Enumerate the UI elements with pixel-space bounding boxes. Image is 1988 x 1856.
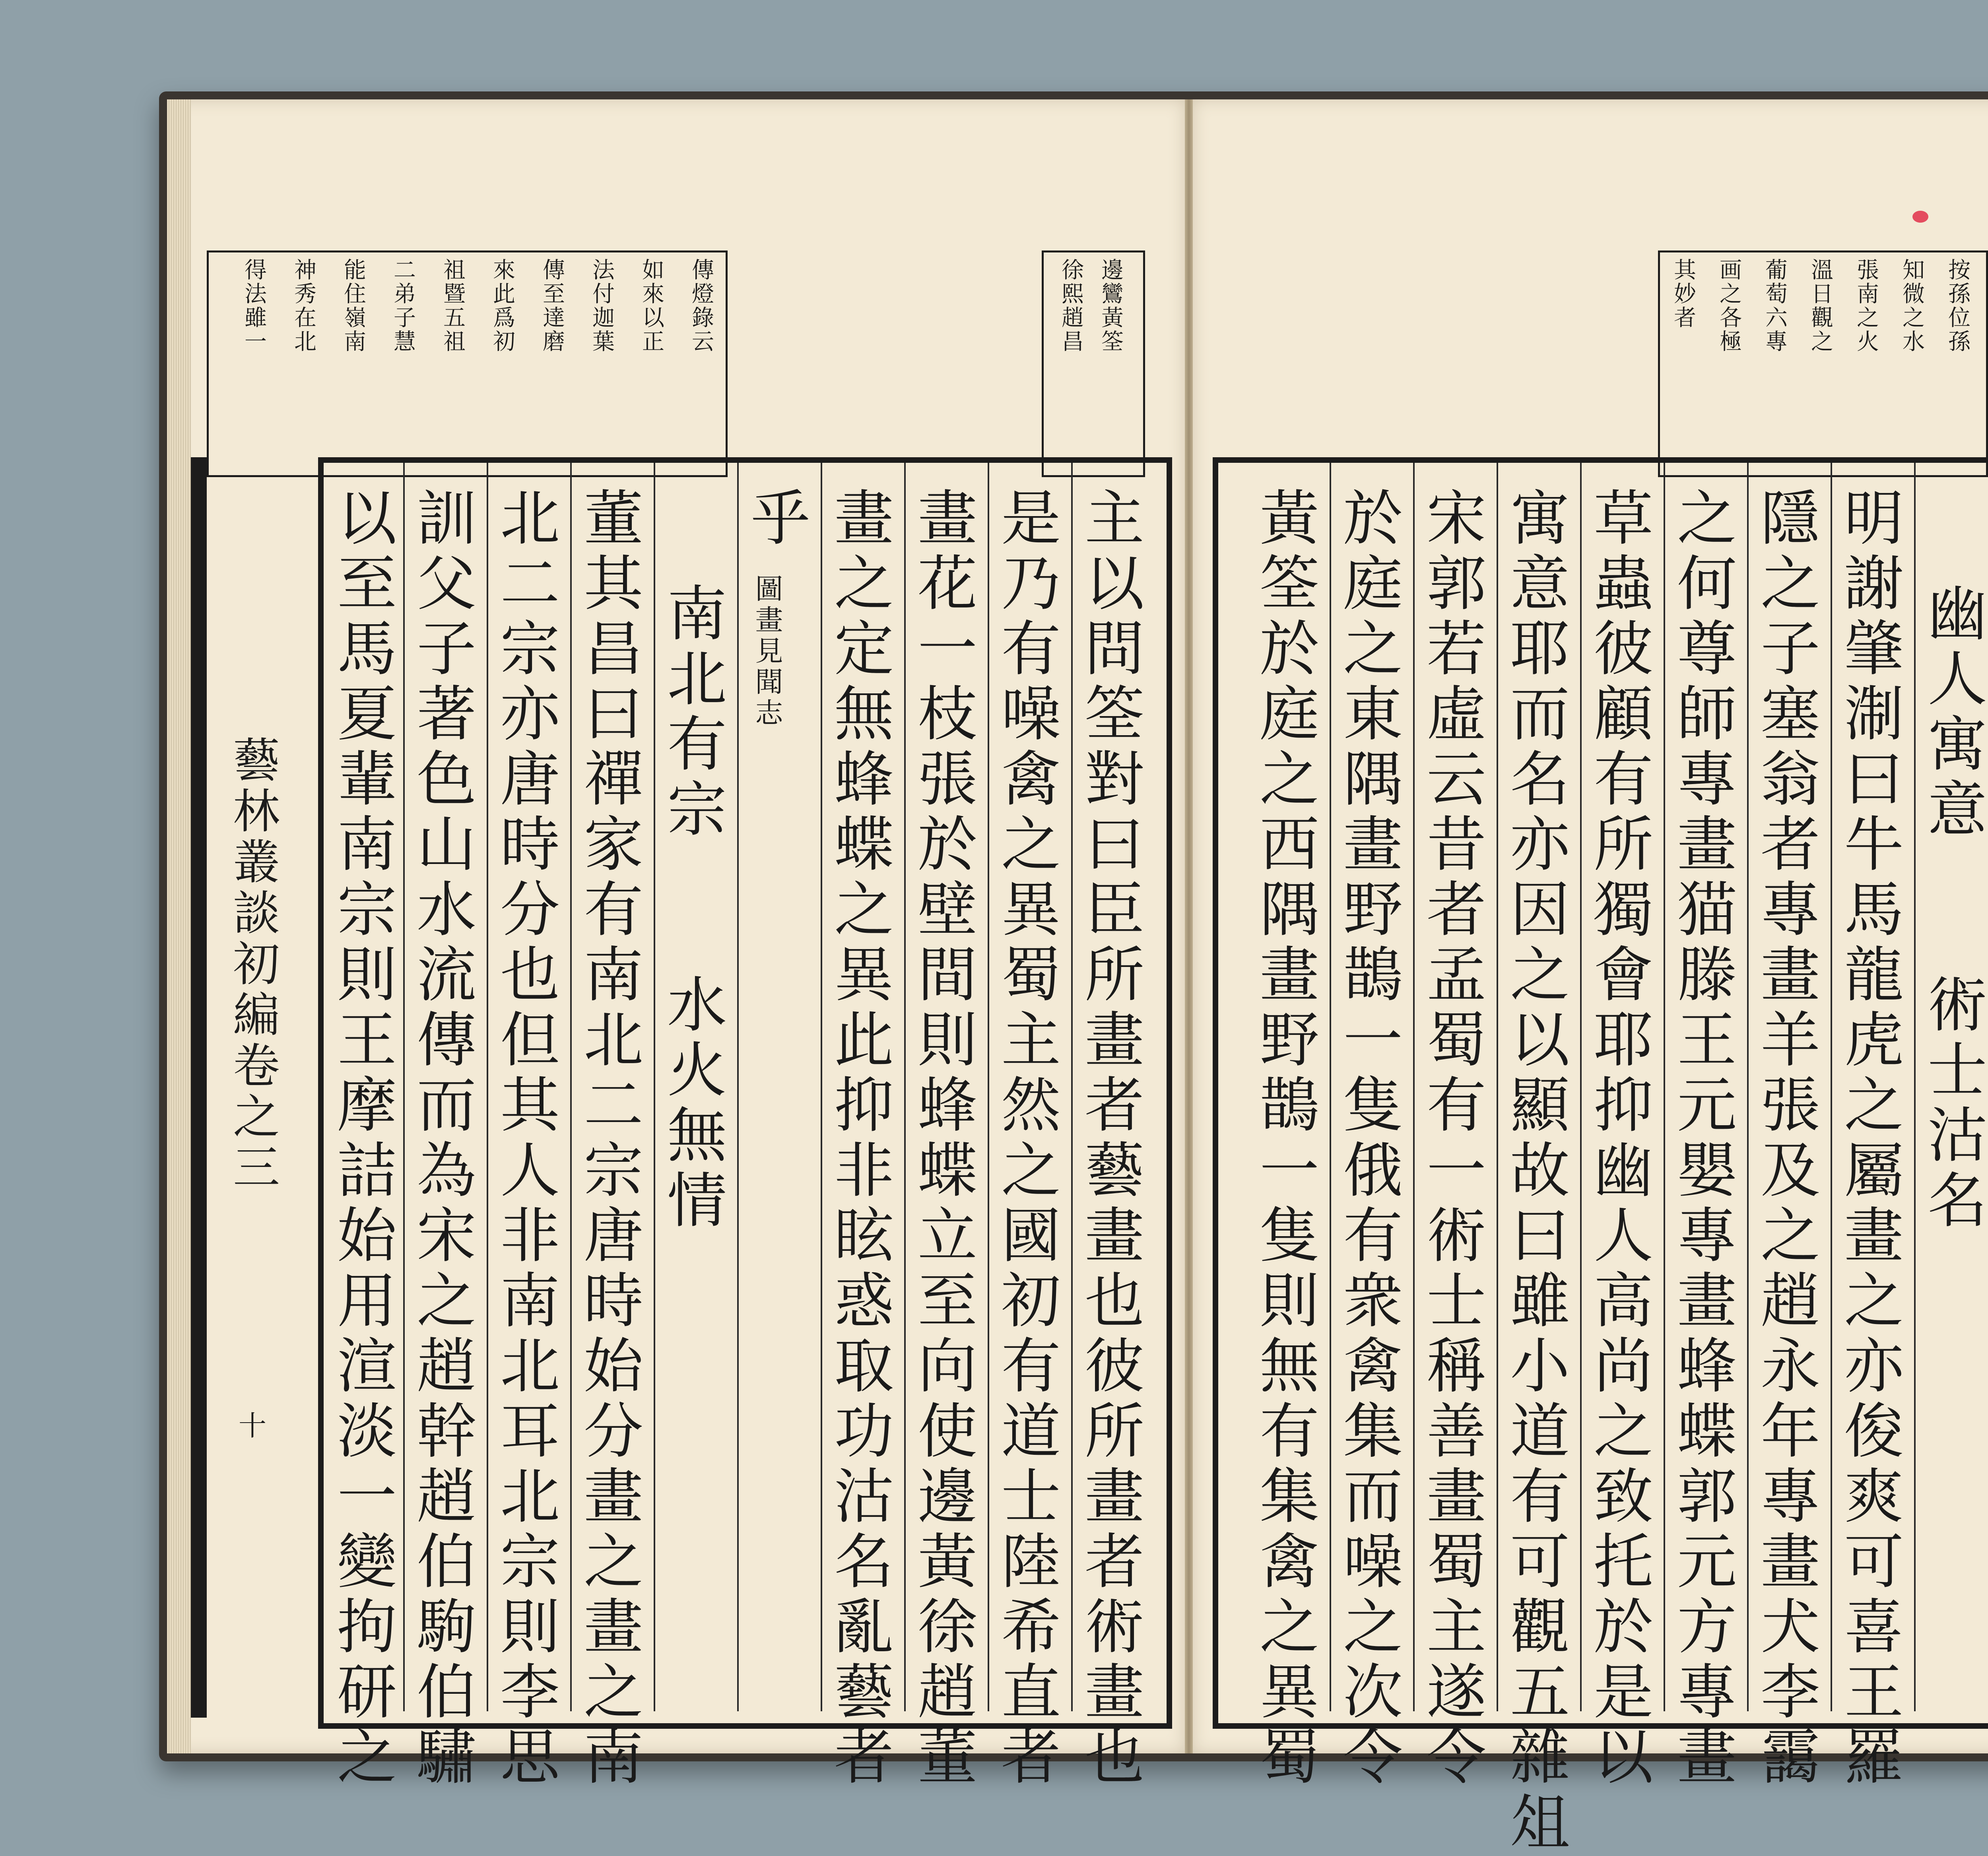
column-rule bbox=[1747, 463, 1749, 1711]
right-page bbox=[1193, 99, 1988, 1856]
left-banner-title: 藝林叢談初編卷之三 bbox=[225, 736, 280, 1194]
red-stain bbox=[1912, 211, 1928, 223]
margin-note-line: 画之各極 bbox=[1716, 258, 1742, 353]
column-rule bbox=[904, 463, 906, 1711]
margin-note-line: 張南之火 bbox=[1853, 258, 1879, 353]
text-column: 主以問筌對曰臣所畫者藝畫也彼所畫者術畫也 bbox=[1074, 487, 1143, 1791]
text-column: 宋郭若虛云昔者孟蜀有一術士稱善畫蜀主遂令 bbox=[1416, 487, 1485, 1791]
page-number: 十 bbox=[239, 1409, 266, 1442]
margin-note-box-3 bbox=[1658, 250, 1988, 477]
left-banner-border bbox=[191, 457, 207, 1718]
margin-note-line: 祖暨五祖 bbox=[440, 258, 466, 353]
text-column: 乎 bbox=[740, 487, 810, 552]
text-column: 寓意耶而名亦因之以顯故曰雖小道有可觀五雜俎 bbox=[1500, 487, 1569, 1856]
text-column: 畫之定無蜂蝶之異此抑非眩惑取功沽名亂藝者 bbox=[824, 487, 893, 1791]
text-column: 以至馬夏輩南宗則王摩詰始用渲淡一變拘研之 bbox=[327, 487, 396, 1791]
left-page-edge bbox=[167, 99, 191, 1753]
section-heading: 幽人寓意 術士沽名 bbox=[1917, 582, 1986, 1234]
margin-note-line: 邊鸞黃筌 bbox=[1098, 258, 1124, 353]
margin-note-line: 傳燈錄云 bbox=[688, 258, 714, 353]
text-column: 董其昌曰禪家有南北二宗唐時始分畫之畫之南 bbox=[573, 487, 643, 1791]
margin-note-line: 能住嶺南 bbox=[340, 258, 366, 353]
margin-note-line: 神秀在北 bbox=[291, 258, 316, 353]
margin-note-box-1 bbox=[207, 250, 728, 477]
column-rule bbox=[1497, 463, 1498, 1711]
text-column: 訓父子著色山水流傳而為宋之趙幹趙伯駒伯驌 bbox=[406, 487, 476, 1791]
column-rule bbox=[403, 463, 405, 1711]
text-column: 是乃有噪禽之異蜀主然之國初有道士陸希直者 bbox=[991, 487, 1060, 1791]
left-page bbox=[167, 99, 1185, 1791]
margin-note-line: 如來以正 bbox=[639, 258, 664, 353]
margin-note-line: 按孫位孫 bbox=[1945, 258, 1971, 353]
margin-note-line: 知微之水 bbox=[1899, 258, 1925, 353]
text-column: 畫花一枝張於壁間則蜂蝶立至向使邊黃徐趙董 bbox=[907, 487, 977, 1791]
margin-note-line: 法付迦葉 bbox=[589, 258, 615, 353]
column-rule bbox=[1664, 463, 1665, 1711]
margin-note-line: 來此爲初 bbox=[489, 258, 515, 353]
column-rule bbox=[1831, 463, 1832, 1711]
margin-note-line: 溫日觀之 bbox=[1807, 258, 1833, 353]
column-rule bbox=[1071, 463, 1073, 1711]
margin-note-line: 二弟子慧 bbox=[390, 258, 416, 353]
margin-note-line: 其妙者 bbox=[1670, 258, 1696, 330]
column-rule bbox=[654, 463, 655, 1711]
margin-note-line: 葡萄六專 bbox=[1762, 258, 1788, 353]
text-column: 於庭之東隅畫野鵲一隻俄有衆禽集而噪之次令 bbox=[1333, 487, 1402, 1791]
column-rule bbox=[570, 463, 572, 1711]
margin-note-line: 得法雖一 bbox=[241, 258, 267, 353]
column-rule bbox=[1580, 463, 1582, 1711]
text-column: 隱之子塞翁者專畫羊張及之趙永年專畫犬李靄 bbox=[1750, 487, 1819, 1791]
text-column: 之何尊師專畫猫滕王元嬰專畫蜂蝶郭元方專畫 bbox=[1667, 487, 1736, 1791]
column-rule bbox=[1914, 463, 1916, 1711]
text-column: 草蟲彼顧有所獨會耶抑幽人高尚之致托於是以 bbox=[1583, 487, 1652, 1791]
text-column: 明謝肇淛曰牛馬龍虎之屬畫之亦俊爽可喜王羅 bbox=[1834, 487, 1903, 1791]
left-text-frame bbox=[318, 457, 1172, 1791]
book bbox=[159, 91, 1988, 1856]
column-rule bbox=[487, 463, 488, 1711]
margin-note-line: 傳至達磨 bbox=[539, 258, 565, 353]
column-rule bbox=[737, 463, 739, 1711]
margin-note-line: 徐熙趙昌 bbox=[1058, 258, 1084, 353]
text-column: 黃筌於庭之西隅畫野鵲一隻則無有集禽之異蜀 bbox=[1249, 487, 1318, 1791]
source-note: 圖畫見聞志 bbox=[751, 574, 783, 729]
margin-note-box-2 bbox=[1042, 250, 1145, 477]
column-rule bbox=[1330, 463, 1331, 1711]
column-rule bbox=[1413, 463, 1415, 1711]
text-column: 北二宗亦唐時分也但其人非南北耳北宗則李思 bbox=[490, 487, 559, 1791]
section-heading: 南北有宗 水火無情 bbox=[657, 582, 726, 1234]
column-rule bbox=[988, 463, 989, 1711]
right-text-frame bbox=[1213, 457, 1988, 1856]
column-rule bbox=[821, 463, 822, 1711]
